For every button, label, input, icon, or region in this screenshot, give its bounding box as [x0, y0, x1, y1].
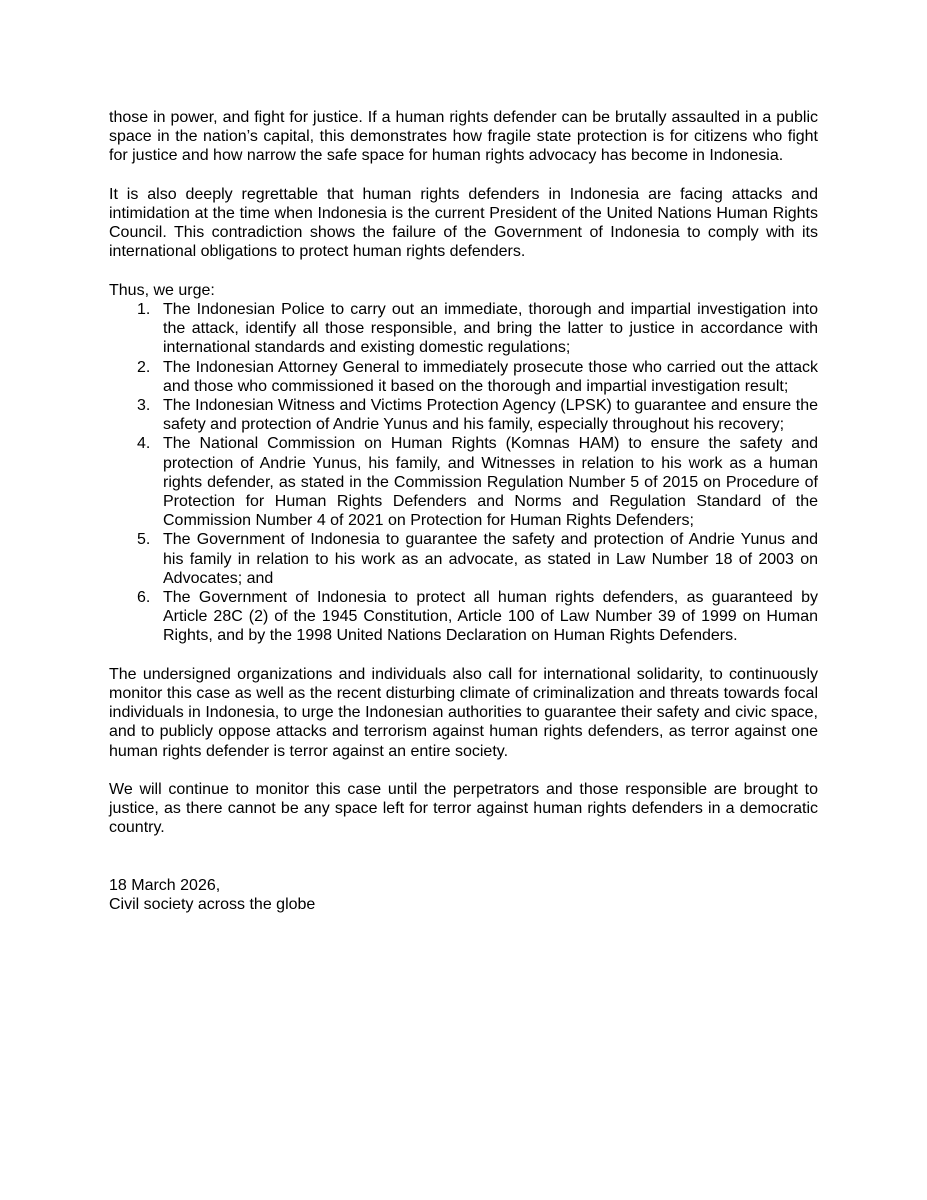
list-item: [109, 396, 818, 434]
urge-intro: Thus, we urge:: [109, 281, 215, 299]
list-item: [109, 588, 818, 646]
signature-date: 18 March 2026,: [109, 877, 221, 895]
list-item: [109, 300, 818, 358]
list-item-text: The National Commission on Human Rights (Komnas HAM) to ensure the safety and protection of Andrie Yunus, his family, and Witnesses in relation to his work as a human rights defender, as stated in the Commission Regulation Number 5 of 2015 on Procedure of Protection for Human Rights Defenders and Norms and Regulation Standard of the Commission Number 4 of 2021 on Protection for Human Rights Defenders;: [163, 435, 818, 530]
list-item-text: The Government of Indonesia to protect all human rights defenders, as guaranteed by Article 28C (2) of the 1945 Constitution, Article 100 of Law Number 39 of 1999 on Human Rights, and by the 1998 United Nations Declaration on Human Rights Defenders.: [163, 589, 818, 645]
list-item-number: 5.: [137, 531, 151, 549]
list-item-number: 4.: [137, 435, 151, 453]
paragraph-monitoring: We will continue to monitor this case until the perpetrators and those responsible are brought to justice, as there cannot be any space left for terror against human rights defenders in a democratic country.: [109, 781, 818, 837]
document-page: [109, 108, 818, 914]
list-item-text: The Indonesian Attorney General to immediately prosecute those who carried out the attack and those who commissioned it based on the thorough and impartial investigation result;: [163, 358, 818, 395]
list-item-number: 6.: [137, 589, 151, 607]
list-item-text: The Indonesian Witness and Victims Protection Agency (LPSK) to guarantee and ensure the safety and protection of Andrie Yunus and his family, especially throughout his recovery;: [163, 397, 818, 434]
paragraph-state-protection: those in power, and fight for justice. If a human rights defender can be brutally assaulted in a public space in the nation’s capital, this demonstrates how fragile state protection is for citizens who fight for justice and how narrow the safe space for human rights advocacy has become in Indonesia.: [109, 109, 818, 165]
list-item: [109, 434, 818, 530]
list-item-text: The Indonesian Police to carry out an immediate, thorough and impartial investigation into the attack, identify all those responsible, and bring the latter to justice in accordance with international standards and existing domestic regulations;: [163, 301, 818, 357]
list-item-number: 2.: [137, 358, 151, 376]
signature-signatory: Civil society across the globe: [109, 896, 316, 914]
list-item: [109, 530, 818, 588]
signature-spacer: [109, 857, 818, 876]
paragraph-un-council: It is also deeply regrettable that human rights defenders in Indonesia are facing attacks and intimidation at the time when Indonesia is the current President of the United Nations Human Rights Council. This contradiction shows the failure of the Government of Indonesia to comply with its international obligations to protect human rights defenders.: [109, 185, 818, 261]
urge-list: [109, 300, 818, 646]
paragraph-solidarity: The undersigned organizations and individuals also call for international solidarity, to continuously monitor this case as well as the recent disturbing climate of criminalization and threats towards focal individuals in Indonesia, to urge the Indonesian authorities to guarantee their safety and civic space, and to publicly oppose attacks and terrorism against human rights defenders, as terror against one human rights defender is terror against an entire society.: [109, 665, 818, 760]
list-item-text: The Government of Indonesia to guarantee the safety and protection of Andrie Yunus and his family in relation to his work as an advocate, as stated in Law Number 18 of 2003 on Advocates; and: [163, 531, 818, 587]
list-item: [109, 358, 818, 396]
list-item-number: 1.: [137, 301, 151, 318]
list-item-number: 3.: [137, 397, 151, 415]
